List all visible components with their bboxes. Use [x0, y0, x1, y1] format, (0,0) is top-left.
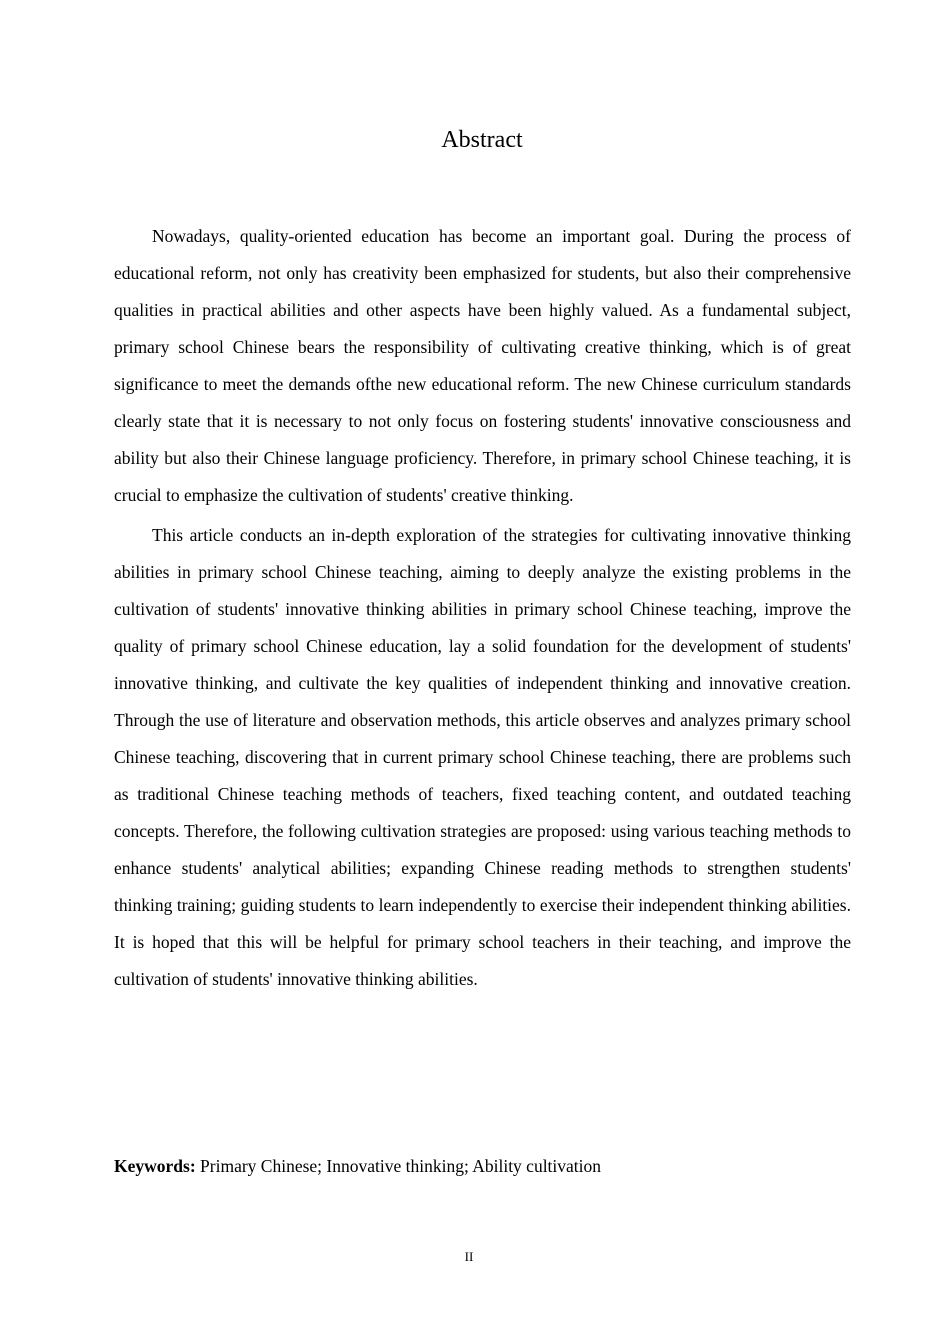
keywords-label: Keywords:: [114, 1156, 196, 1176]
abstract-paragraph-2: This article conducts an in-depth exploration of the strategies for cultivating innovative thinking abilities in primary school Chinese teaching, aiming to deeply analyze the existing problems in the cultivation of students' innovative thinking abilities in primary school Chinese teaching, improve the quality of primary school Chinese education, lay a solid foundation for the development of students' innovative thinking, and cultivate the key qualities of independent thinking and innovative creation. Through the use of literature and observation methods, this article observes and analyzes primary school Chinese teaching, discovering that in current primary school Chinese teaching, there are problems such as traditional Chinese teaching methods of teachers, fixed teaching content, and outdated teaching concepts. Therefore, the following cultivation strategies are proposed: using various teaching methods to enhance students' analytical abilities; expanding Chinese reading methods to strengthen students' thinking training; guiding students to learn independently to exercise their independent thinking abilities. It is hoped that this will be helpful for primary school teachers in their teaching, and improve the cultivation of students' innovative thinking abilities.: [114, 525, 851, 989]
abstract-paragraph-1: Nowadays, quality-oriented education has become an important goal. During the process of educational reform, not only has creativity been emphasized for students, but also their comprehensive qualities in practical abilities and other aspects have been highly valued. As a fundamental subject, primary school Chinese bears the responsibility of cultivating creative thinking, which is of great significance to meet the demands ofthe new educational reform. The new Chinese curriculum standards clearly state that it is necessary to not only focus on fostering students' innovative consciousness and ability but also their Chinese language proficiency. Therefore, in primary school Chinese teaching, it is crucial to emphasize the cultivation of students' creative thinking.: [114, 226, 851, 505]
keywords-line: [114, 1150, 851, 1182]
abstract-body: [114, 218, 851, 1001]
keywords-text: Primary Chinese; Innovative thinking; Ability cultivation: [195, 1156, 602, 1176]
page-title: Abstract: [441, 127, 523, 153]
page-number: II: [464, 1249, 474, 1264]
